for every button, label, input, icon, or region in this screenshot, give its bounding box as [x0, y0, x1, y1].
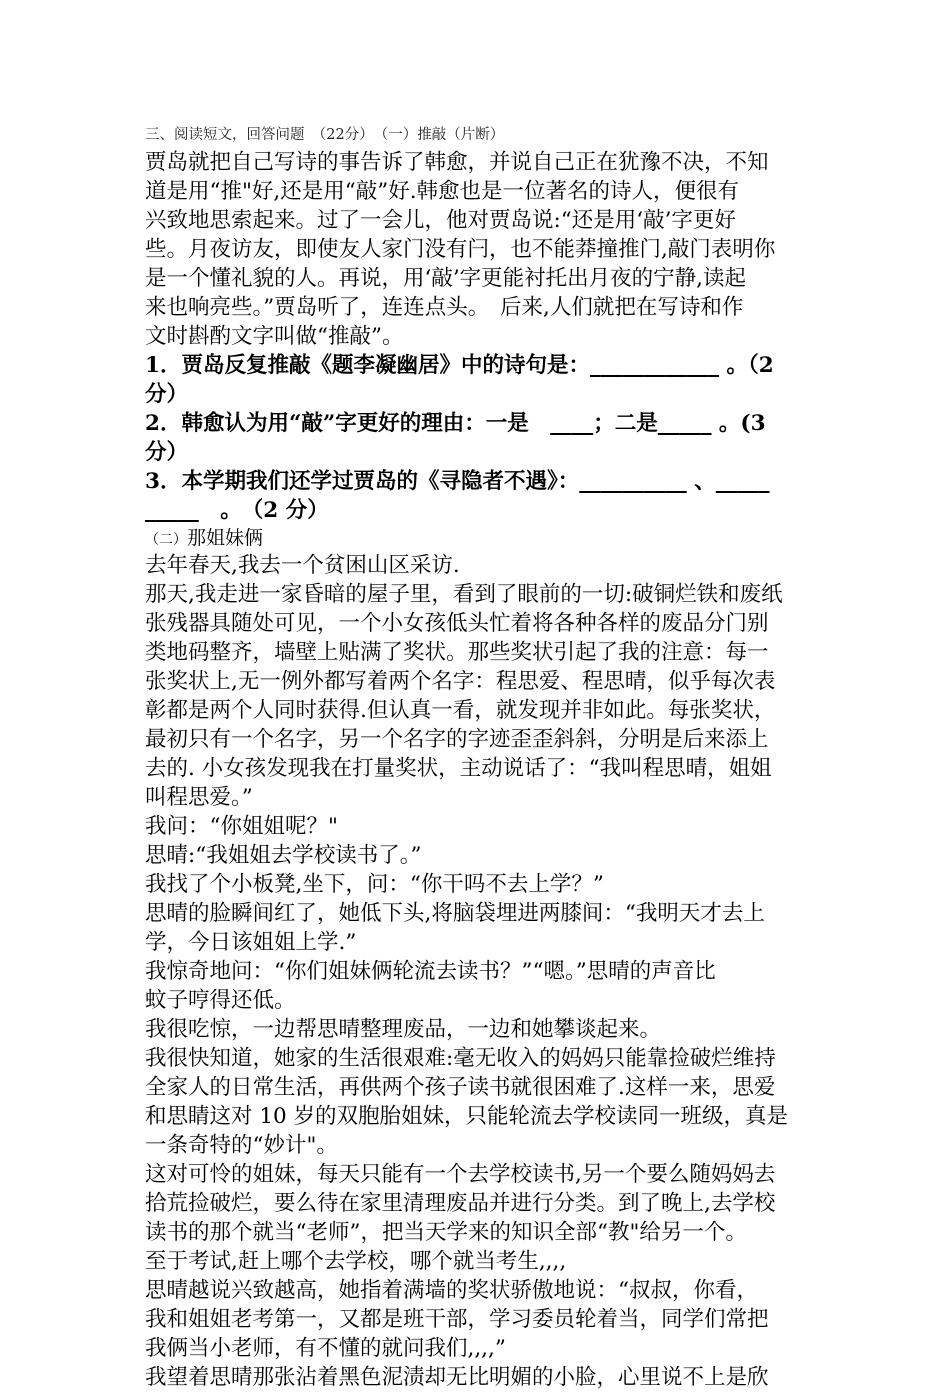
question-line: 分）: [145, 440, 189, 465]
story-line: 我很快知道，她家的生活很艰难:毫无收入的妈妈只能靠捡破烂维持: [145, 1046, 776, 1071]
story-line: 去年春天,我去一个贫困山区采访.: [145, 553, 460, 578]
story-line: 思晴:“我姐姐去学校读书了。”: [145, 843, 422, 868]
passage-line: 些。月夜访友，即使友人家门没有闩，也不能莽撞推门,敲门表明你: [145, 237, 776, 262]
story-line: 全家人的日常生活，再供两个孩子读书就很困难了.这样一来，思爱: [145, 1075, 776, 1100]
story-title: [145, 525, 813, 551]
story-line: 这对可怜的姐妹，每天只能有一个去学校读书,另一个要么随妈妈去: [145, 1162, 776, 1187]
story-line: 蚊子哼得还低。: [145, 988, 296, 1013]
questions: [145, 351, 813, 525]
question-line: _____ 。 （2 分）: [145, 498, 329, 523]
question-line: 分）: [145, 382, 189, 407]
story-line: 至于考试,赶上哪个去学校，哪个就当考生,,,,: [145, 1249, 567, 1274]
story-passage: [145, 551, 813, 1392]
story-line: 张奖状上,无一例外都写着两个名字：程思爱、程思晴，似乎每次表: [145, 669, 776, 694]
story-title-text: 那姐妹俩: [187, 527, 264, 549]
story-line: 拾荒捡破烂，要么待在家里清理废品并进行分类。到了晚上,去学校: [145, 1191, 776, 1216]
passage-line: 贾岛就把自己写诗的事告诉了韩愈，并说自己正在犹豫不决，不知: [145, 150, 769, 175]
story-line: 我问：“你姐姐呢？": [145, 814, 338, 839]
story-line: 叫程思爱。”: [145, 785, 253, 810]
question-line: 1．贾岛反复推敲《题李凝幽居》中的诗句是：____________ 。（2: [145, 353, 774, 378]
story-line: 最初只有一个名字，另一个名字的字迹歪歪斜斜，分明是后来添上: [145, 727, 769, 752]
story-line: 类地码整齐，墙壁上贴满了奖状。那些奖状引起了我的注意：每一: [145, 640, 769, 665]
story-title-prefix: （二）: [145, 532, 187, 548]
story-line: 一条奇特的“妙计"。: [145, 1133, 338, 1158]
story-line: 读书的那个就当“老师”，把当天学来的知识全部“教"给另一个。: [145, 1220, 747, 1245]
passage-line: 兴致地思索起来。过了一会儿，他对贾岛说:“还是用‘敲’字更好: [145, 208, 736, 233]
story-line: 思晴越说兴致越高，她指着满墙的奖状骄傲地说：“叔叔，你看，: [145, 1278, 758, 1303]
section-heading: 三、阅读短文，回答问题 （22分） （一）推敲（片断）: [145, 127, 505, 143]
story-line: 我俩当小老师，有不懂的就问我们,,,,”: [145, 1336, 506, 1361]
story-line: 和思睛这对 10 岁的双胞胎姐妹，只能轮流去学校读同一班级，真是: [145, 1104, 789, 1129]
story-line: 我很吃惊，一边帮思晴整理废品，一边和她攀谈起来。: [145, 1017, 662, 1042]
passage-tuiqiao: [145, 148, 813, 351]
story-line: 我和姐姐老考第一，又都是班干部，学习委员轮着当，同学们常把: [145, 1307, 769, 1332]
story-line: 彰都是两个人同时获得.但认真一看，就发现并非如此。每张奖状，: [145, 698, 776, 723]
passage-line: 来也响亮些。”贾岛听了，连连点头。 后来,人们就把在写诗和作: [145, 295, 744, 320]
story-line: 我惊奇地问：“你们姐妹俩轮流去读书？”“嗯。”思晴的声音比: [145, 959, 716, 984]
passage-line: 是一个懂礼貌的人。再说，用‘敲’字更能衬托出月夜的宁静,读起: [145, 266, 747, 291]
document-page: [145, 122, 813, 1392]
story-line: 张残器具随处可见，一个小女孩低头忙着将各种各样的废品分门别: [145, 611, 769, 636]
question-line: 3．本学期我们还学过贾岛的《寻隐者不遇》：__________ 、_____: [145, 469, 770, 494]
story-line: 那天,我走进一家昏暗的屋子里，看到了眼前的一切:破铜烂铁和废纸: [145, 582, 783, 607]
story-line: 学，今日该姐姐上学.”: [145, 930, 357, 955]
story-line: 去的. 小女孩发现我在打量奖状，主动说话了：“我叫程思晴，姐姐: [145, 756, 772, 781]
passage-line: 文时斟酌文字叫做“推敲”。: [145, 324, 404, 349]
story-line: 我找了个小板凳,坐下，问：“你干吗不去上学？”: [145, 872, 604, 897]
passage-line: 道是用“推"好,还是用“敲”好.韩愈也是一位著名的诗人，便很有: [145, 179, 740, 204]
question-line: 2．韩愈认为用“敲”字更好的理由：一是 ____；二是_____ 。(3: [145, 411, 766, 436]
story-line: 思晴的脸瞬间红了，她低下头,将脑袋埋进两膝间：“我明天才去上: [145, 901, 765, 926]
story-line: 我望着思晴那张沾着黑色泥渍却无比明媚的小脸，心里说不上是欣: [145, 1365, 769, 1390]
